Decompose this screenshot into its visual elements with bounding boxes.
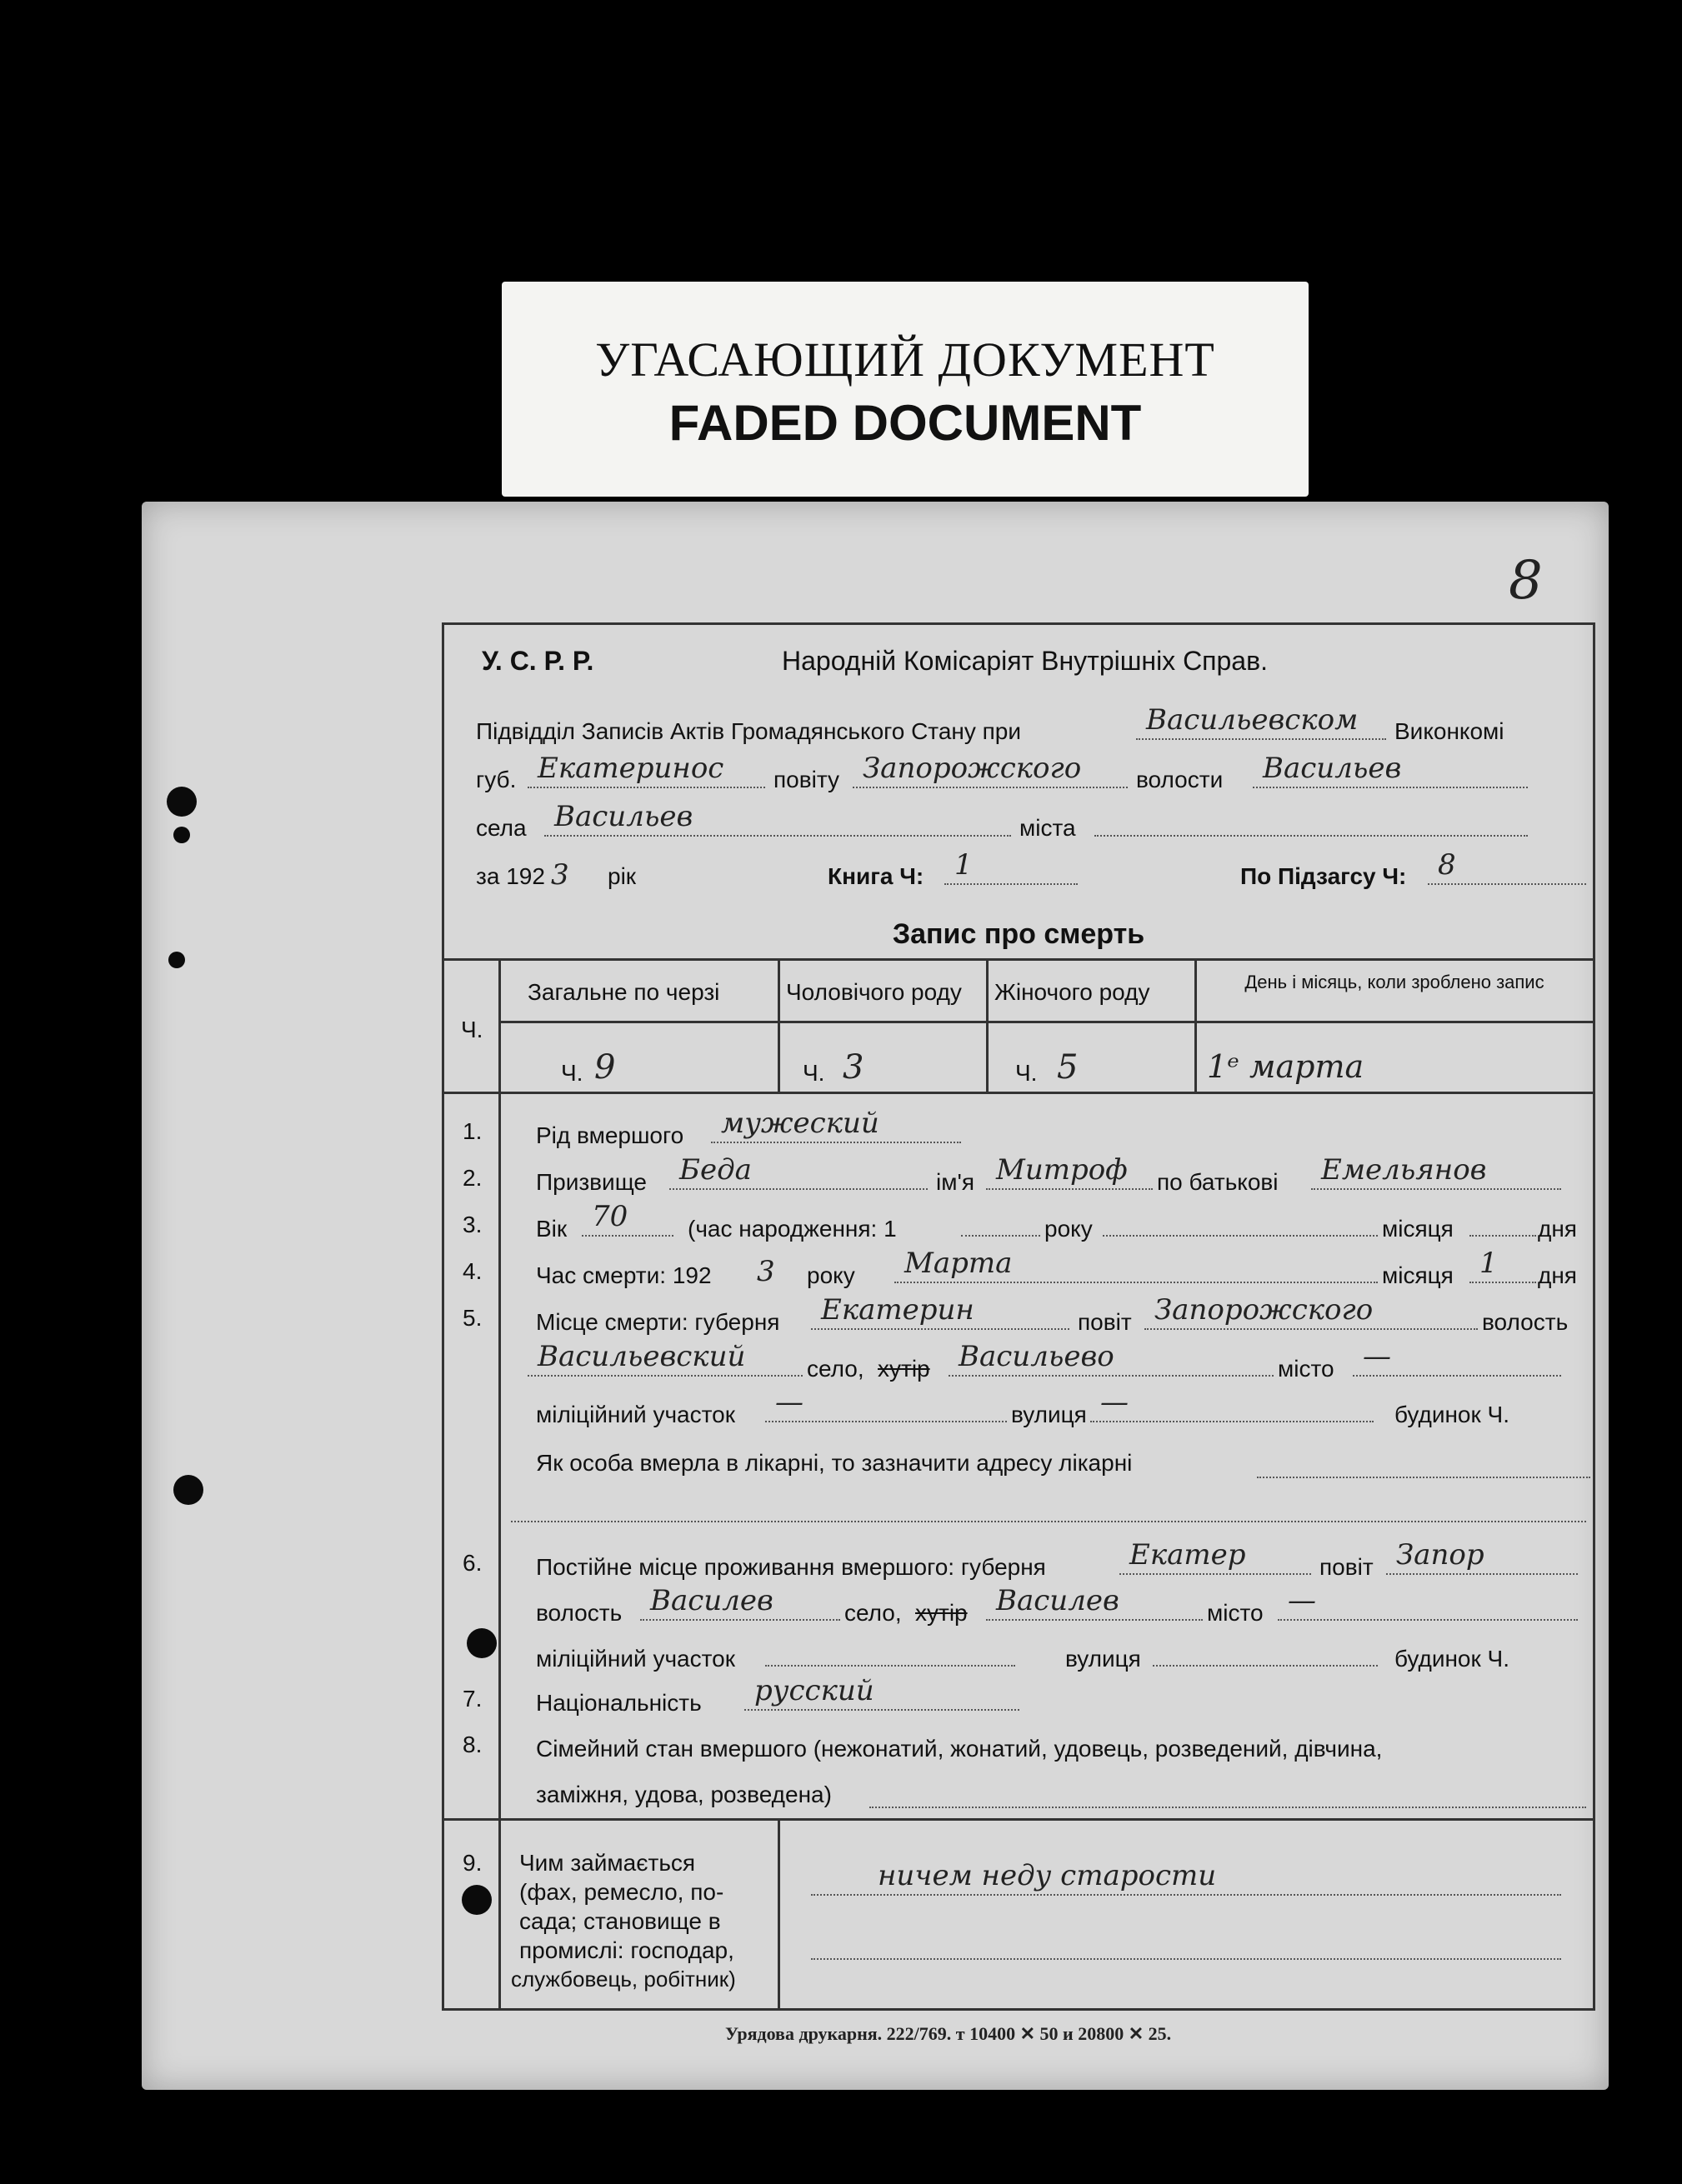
volost-label: волости [1136, 767, 1224, 792]
gub-field [528, 753, 765, 788]
residence-gub-value: Екатер [1129, 1538, 1246, 1572]
death-misto-value: — [1363, 1340, 1391, 1373]
death-place-label: Місце смерти: губерня [536, 1309, 780, 1335]
residence-povit-value: Запор [1396, 1538, 1484, 1572]
col-female-header: Жіночого роду [994, 979, 1150, 1005]
patronymic-label: по батькові [1157, 1169, 1279, 1195]
birth-year-field [961, 1202, 1040, 1237]
death-gub-value: Екатерин [821, 1293, 974, 1327]
death-gub-field [811, 1295, 1069, 1330]
death-misto-label: місто [1278, 1356, 1334, 1382]
office-value: Васильевском [1146, 703, 1359, 737]
row-number: 7. [463, 1686, 483, 1712]
rule [498, 958, 501, 1718]
rule [778, 958, 780, 1092]
birth-month-label: місяця [1382, 1216, 1454, 1242]
death-day-value: 1 [1479, 1247, 1498, 1280]
death-month-value: Марта [904, 1247, 1013, 1280]
occupation-field [811, 1861, 1561, 1896]
death-vulytsia-value: — [1100, 1386, 1129, 1419]
death-month-field [894, 1248, 1378, 1283]
book-label: Книга Ч: [828, 863, 924, 889]
death-record-form [442, 622, 1595, 2011]
ch-prefix: Ч. [561, 1060, 583, 1086]
rule [444, 958, 1593, 961]
death-militsia-field [765, 1387, 1007, 1422]
office-prefix: Підвідділ Записів Актів Громадянського Стану при [476, 718, 1022, 744]
printer-imprint: Урядова друкарня. 222/769. т 10400 ✕ 50 и 20800 ✕ 25. [725, 2023, 1172, 2044]
death-time-label: Час смерти: 192 [536, 1262, 712, 1288]
death-day-field [1469, 1248, 1536, 1283]
death-povit-label: повіт [1078, 1309, 1132, 1335]
occupation-label-4: промислі: господар, [519, 1937, 734, 1963]
record-date: 1ᵉ марта [1207, 1048, 1364, 1085]
nationality-value: русский [754, 1674, 874, 1707]
occupation-label-1: Чим займається [519, 1850, 696, 1876]
death-budynok-label: будинок Ч. [1394, 1402, 1509, 1427]
nationality-field [744, 1676, 1019, 1711]
row-number: 9. [463, 1850, 483, 1876]
subzags-label: По Підзагсу Ч: [1240, 863, 1407, 889]
hospital-field-line2 [511, 1521, 1586, 1522]
hospital-field [1257, 1477, 1590, 1478]
rule [986, 958, 989, 1092]
year-prefix: за 192 [476, 863, 545, 889]
residence-militsia-field [765, 1632, 1015, 1667]
volost-field [1253, 753, 1528, 788]
folio-number: 8 [1509, 550, 1543, 612]
residence-selo-label: село, [844, 1600, 902, 1626]
row-number: 8. [463, 1732, 483, 1757]
col-date-header: День і місяць, коли зроблено запис [1244, 972, 1544, 992]
book-value: 1 [954, 848, 973, 882]
binding-hole [168, 952, 185, 968]
given-name-value: Митроф [996, 1153, 1128, 1187]
deceased-sex-label: Рід вмершого [536, 1122, 684, 1148]
death-year-digit: 3 [757, 1255, 775, 1288]
povit-label: повіту [773, 767, 839, 792]
residence-povit-field [1386, 1540, 1578, 1575]
gub-label: губ. [476, 767, 517, 792]
death-vulytsia-label: вулиця [1011, 1402, 1087, 1427]
deceased-sex-field [711, 1108, 961, 1143]
povit-field [853, 753, 1128, 788]
mista-label: міста [1019, 815, 1076, 841]
residence-volost-label: волость [536, 1600, 623, 1626]
death-month-label: місяця [1382, 1262, 1454, 1288]
death-day-label: дня [1538, 1262, 1577, 1288]
birth-day-label: дня [1538, 1216, 1577, 1242]
rule [1194, 958, 1197, 1092]
binding-hole [173, 827, 190, 843]
death-year-label: року [807, 1262, 855, 1288]
residence-khutir-label: хутір [915, 1600, 968, 1626]
selo-label: села [476, 815, 527, 841]
rule [498, 1718, 501, 1818]
residence-volost-field [640, 1586, 840, 1621]
book-field [944, 850, 1078, 885]
death-selo-value: Васильево [959, 1340, 1114, 1373]
col-general-header: Загальне по черзі [528, 979, 720, 1005]
volost-value: Васильев [1263, 752, 1402, 785]
death-misto-field [1353, 1342, 1561, 1377]
occupation-field-line2 [811, 1958, 1561, 1960]
residence-povit-label: повіт [1319, 1554, 1374, 1580]
row-number: 3. [463, 1212, 483, 1237]
marital-status-label-2: заміжня, удова, розведена) [536, 1782, 832, 1807]
death-volost-value: Васильевский [538, 1340, 746, 1373]
form-title: Запис про смерть [892, 918, 1145, 950]
residence-volost-value: Василев [650, 1584, 773, 1617]
age-field [582, 1202, 673, 1237]
birth-month-field [1103, 1202, 1378, 1237]
residence-selo-field [986, 1586, 1203, 1621]
occupation-label-3: сада; становище в [519, 1908, 721, 1934]
given-name-label: ім'я [936, 1169, 974, 1195]
mista-field [1094, 802, 1528, 837]
label-russian: УГАСАЮЩИЙ ДОКУМЕНТ [595, 332, 1215, 387]
death-militsia-label: міліційний участок [536, 1402, 735, 1427]
death-vulytsia-field [1090, 1387, 1374, 1422]
selo-value: Васильев [554, 800, 693, 833]
rule [444, 1092, 1593, 1094]
residence-selo-value: Василев [996, 1584, 1119, 1617]
residence-misto-field [1278, 1586, 1578, 1621]
residence-label: Постійне місце проживання вмершого: губерня [536, 1554, 1046, 1580]
rule [444, 1818, 1593, 1821]
row-number: 2. [463, 1165, 483, 1191]
deceased-sex-value: мужеский [721, 1107, 879, 1140]
gub-value: Екатеринос [538, 752, 724, 785]
female-number: 5 [1057, 1048, 1079, 1087]
binding-hole [173, 1475, 203, 1505]
surname-label: Призвище [536, 1169, 647, 1195]
office-field [1136, 705, 1386, 740]
birth-label: (час народження: 1 [688, 1216, 897, 1242]
general-number: 9 [594, 1048, 616, 1087]
residence-misto-label: місто [1207, 1600, 1264, 1626]
death-khutir-label: хутір [878, 1356, 930, 1382]
selo-field [544, 802, 1011, 837]
residence-militsia-label: міліційний участок [536, 1646, 735, 1672]
office-suffix: Виконкомі [1394, 718, 1504, 744]
row-number: 4. [463, 1258, 483, 1284]
male-number: 3 [843, 1048, 864, 1087]
ch-prefix: Ч. [1015, 1060, 1038, 1086]
table-ch-label: Ч. [461, 1017, 483, 1042]
residence-vulytsia-label: вулиця [1065, 1646, 1141, 1672]
age-value: 70 [592, 1200, 628, 1233]
residence-budynok-label: будинок Ч. [1394, 1646, 1509, 1672]
death-selo-field [949, 1342, 1274, 1377]
povit-value: Запорожского [863, 752, 1082, 785]
residence-vulytsia-field [1153, 1632, 1378, 1667]
given-name-field [986, 1155, 1153, 1190]
subzags-field [1428, 850, 1586, 885]
hospital-label: Як особа вмерла в лікарні, то зазначити адресу лікарні [536, 1450, 1133, 1476]
faded-document-label [502, 282, 1309, 497]
residence-gub-field [1119, 1540, 1311, 1575]
surname-field [669, 1155, 928, 1190]
patronymic-field [1311, 1155, 1561, 1190]
year-digit: 3 [551, 858, 569, 892]
surname-value: Беда [679, 1153, 752, 1187]
col-male-header: Чоловічого роду [786, 979, 962, 1005]
row-number: 1. [463, 1118, 483, 1144]
marital-status-label: Сімейний стан вмершого (нежонатий, жонатий, удовець, розведений, дівчина, [536, 1736, 1383, 1762]
nationality-label: Національність [536, 1690, 702, 1716]
year-rik: рік [608, 863, 637, 889]
death-povit-value: Запорожского [1154, 1293, 1374, 1327]
label-english: FADED DOCUMENT [668, 395, 1142, 451]
row-number: 6. [463, 1550, 483, 1576]
age-label: Вік [536, 1216, 568, 1242]
occupation-value: ничем неду старости [878, 1859, 1217, 1892]
ch-prefix: Ч. [803, 1060, 825, 1086]
birth-day-field [1469, 1202, 1536, 1237]
death-selo-label: село, [807, 1356, 864, 1382]
marital-status-field [869, 1807, 1586, 1808]
republic-abbr: У. С. Р. Р. [482, 646, 594, 676]
patronymic-value: Емельянов [1321, 1153, 1487, 1187]
occupation-label-2: (фах, ремесло, по- [519, 1879, 724, 1905]
rule [778, 1818, 780, 2008]
row-number: 5. [463, 1305, 483, 1331]
death-militsia-value: — [775, 1386, 803, 1419]
subzags-value: 8 [1438, 848, 1456, 882]
residence-misto-value: — [1288, 1584, 1316, 1617]
occupation-label-5: службовець, робітник) [511, 1967, 736, 1992]
death-volost-label: волость [1482, 1309, 1569, 1335]
death-povit-field [1144, 1295, 1478, 1330]
death-volost-field [528, 1342, 803, 1377]
binding-hole [167, 787, 197, 817]
ministry-title: Народній Комісаріят Внутрішніх Справ. [782, 646, 1268, 676]
birth-year-label: року [1044, 1216, 1093, 1242]
rule [498, 1818, 501, 2008]
rule [498, 1021, 1593, 1023]
